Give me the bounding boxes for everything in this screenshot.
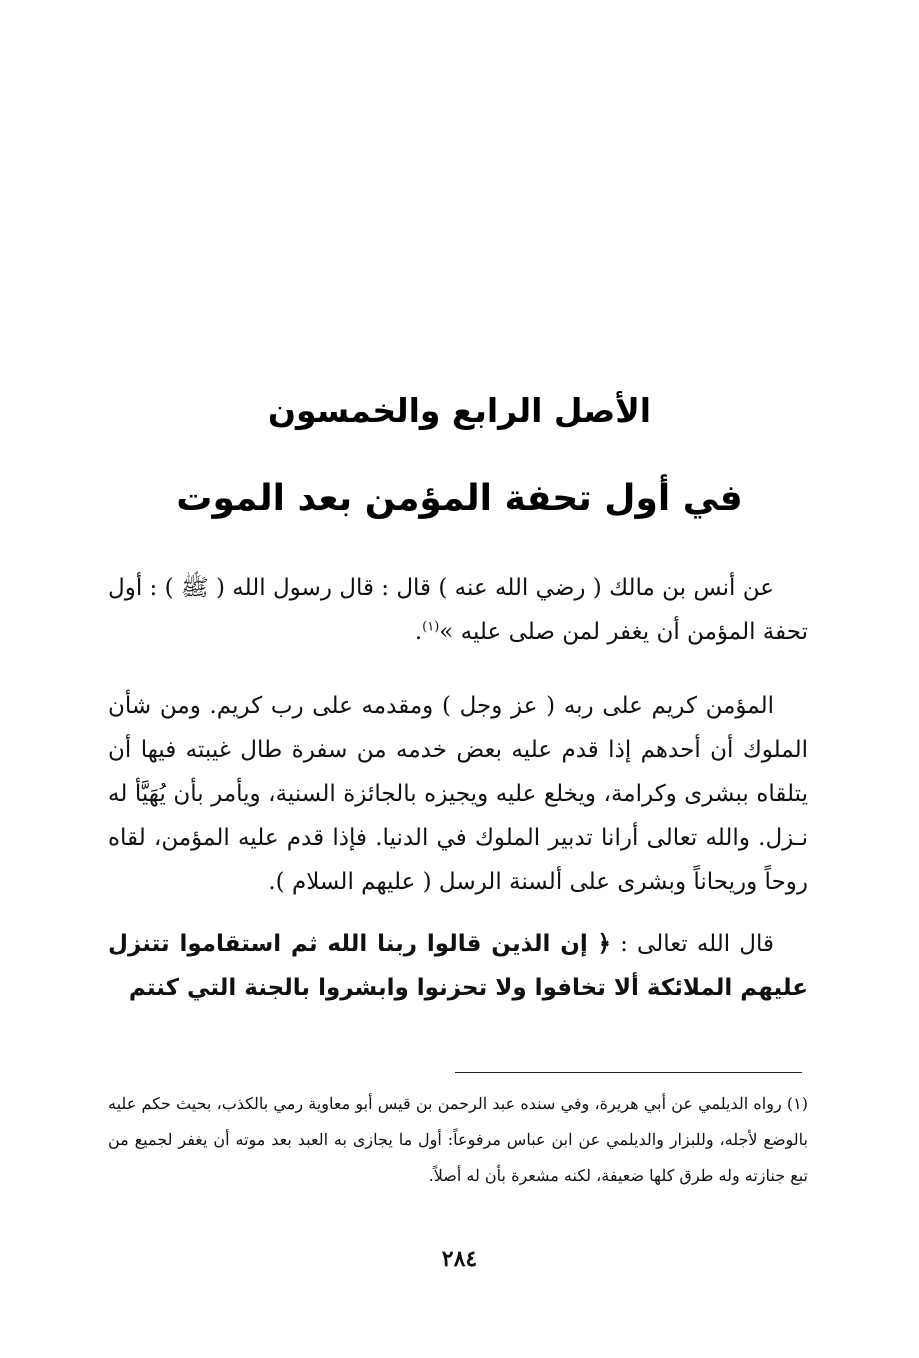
chapter-heading: الأصل الرابع والخمسون bbox=[267, 391, 652, 430]
commentary-text: المؤمن كريم على ربه ( عز وجل ) ومقدمه على رب كريم. ومن شأن الملوك أن أحدهم إذا قدم عليه بعض خدمه من سفرة طال غيبته فيها أن يتلقاه ببشرى وكرامة، ويخلع عليه ويجيزه بالجائزة السنية، ويأمر بأن يُهَيَّأ له نـزل. والله تعالى أرانا تدبير الملوك في الدنيا. فإذا قدم عليه المؤمن، لقاه روحاً وريحاناً وبشرى على ألسنة الرسل ( عليهم السلام ). bbox=[108, 693, 808, 895]
quran-paragraph bbox=[108, 922, 808, 1010]
footnote: (١) رواه الديلمي عن أبي هريرة، وفي سنده عبد الرحمن بن قيس أبو معاوية رمي بالكذب، بحيث حكم عليه بالوضع لأجله، وللبزار والديلمي عن ابن عباس مرفوعاً: أول ما يجازى به العبد بعد موته أن يغفر لجميع من تبع جنازته وله طرق كلها ضعيفة، لكنه مشعرة بأن له أصلاً. bbox=[108, 1094, 809, 1185]
page-number: ٢٨٤ bbox=[441, 1246, 478, 1272]
chapter-subtitle: في أول تحفة المؤمن بعد الموت bbox=[176, 478, 743, 519]
quran-verse: ﴿ إن الذين قالوا ربنا الله ثم استقاموا تتنزل عليهم الملائكة ألا تخافوا ولا تحزنوا وابشروا بالجنة التي كنتم bbox=[108, 931, 808, 1001]
quran-intro: قال الله تعالى : bbox=[611, 931, 774, 957]
hadith-paragraph bbox=[108, 566, 808, 654]
footnote-reference: (١) bbox=[422, 619, 440, 635]
footnote-divider bbox=[455, 1072, 802, 1073]
hadith-text: عن أنس بن مالك ( رضي الله عنه ) قال : قال رسول الله ( ﷺ ) : أول تحفة المؤمن أن يغفر لمن صلى عليه » bbox=[108, 575, 808, 645]
commentary-paragraph bbox=[108, 684, 808, 904]
hadith-end: . bbox=[414, 619, 423, 645]
